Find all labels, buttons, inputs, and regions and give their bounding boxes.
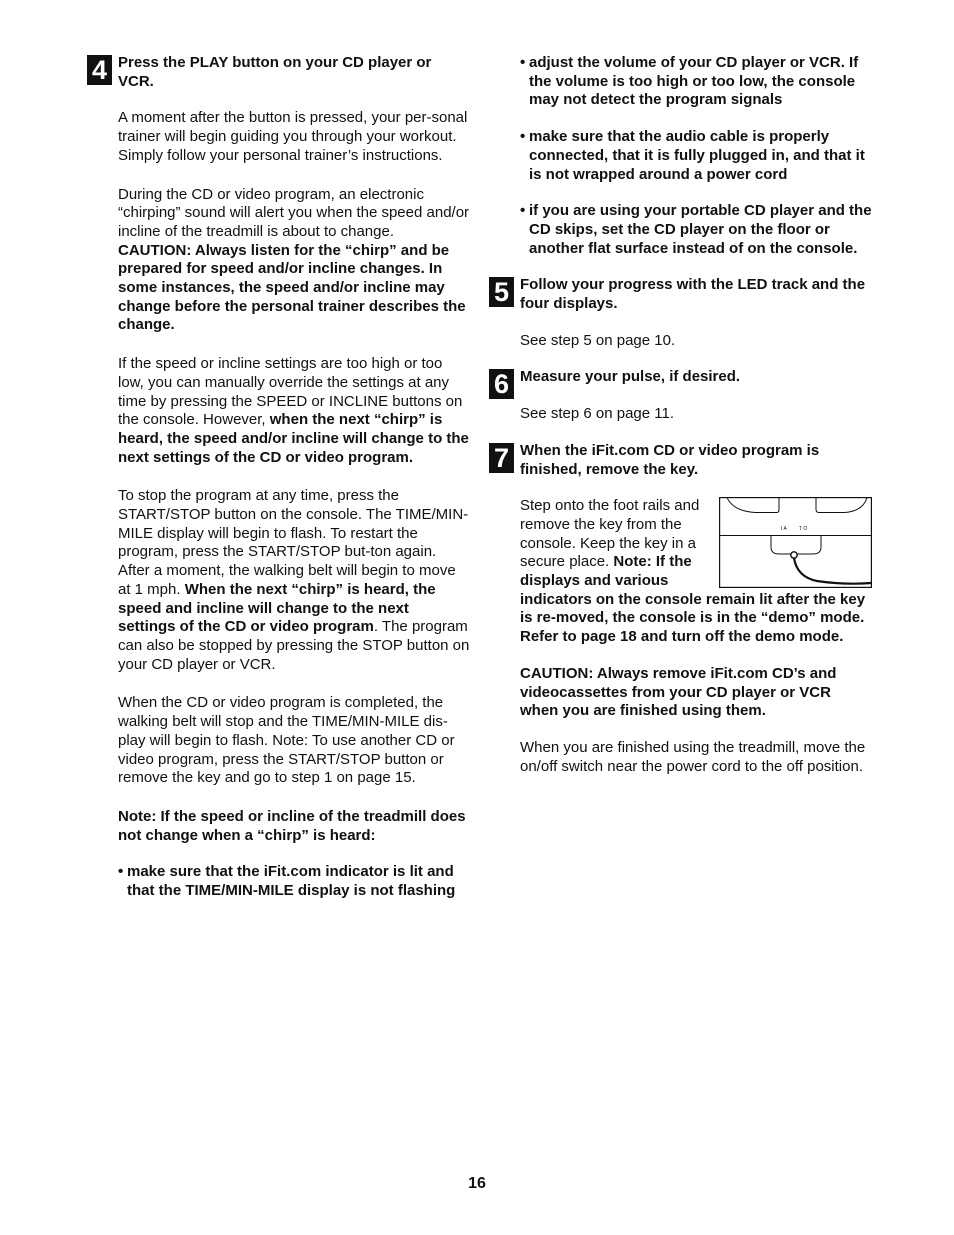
- remove-cd-caution: CAUTION: Always remove iFit.com CD’s and videocassettes from your CD player or VCR when you are finished using them.: [520, 664, 837, 720]
- step-6: [493, 368, 872, 423]
- step-4-paragraph-3-text: If the speed or incline settings are too high or too low, you can manually override the settings at any time by pressing the SPEED or INCLINE buttons on the console. However,: [118, 355, 463, 429]
- step-7-final-paragraph: When you are finished using the treadmill, move the on/off switch near the power cord to the off position.: [520, 738, 866, 775]
- step-4: [91, 54, 470, 901]
- bullet-text: adjust the volume of your CD player or VCR. If the volume is too high or too low, the console may not detect the program signals: [529, 54, 859, 109]
- step-4-paragraph-2: [118, 186, 470, 336]
- bullet-text: make sure that the iFit.com indicator is lit and that the TIME/MIN-MILE display is not flashing: [127, 863, 456, 900]
- step-4-heading: Press the PLAY button on your CD player or VCR.: [118, 54, 432, 90]
- left-column: [91, 54, 470, 901]
- bullet-audio-cable: [520, 128, 872, 184]
- step-6-body: See step 6 on page 11.: [520, 405, 675, 423]
- bullet-text: if you are using your portable CD player and the CD skips, set the CD player on the floor or another flat surface instead of on the console.: [529, 202, 872, 257]
- step-5-body: See step 5 on page 10.: [520, 331, 676, 349]
- step-5: [493, 276, 872, 350]
- step-4-paragraph-3-bold: when the next “chirp” is heard, the speed and/or incline will change to the next settings of the CD or video program.: [118, 411, 469, 466]
- step-number-5: 5: [489, 277, 514, 307]
- step-4-paragraph-4-text-2: . The program can also be stopped by pressing the STOP button on your CD player or VCR.: [118, 618, 470, 673]
- step-4-paragraph-4: [118, 487, 470, 674]
- step-4-paragraph-5: When the CD or video program is completed, the walking belt will stop and the TIME/MIN-MILE dis-play will begin to flash. Note: To use another CD or video program, press the START/STOP button or remove the key and go to step 1 on page 15.: [118, 694, 455, 787]
- step-number-6: 6: [489, 369, 514, 399]
- bullet-cd-skips: [520, 202, 872, 258]
- console-key-illustration: [719, 497, 872, 588]
- step-7: [493, 441, 872, 777]
- step-6-heading: Measure your pulse, if desired.: [520, 368, 741, 386]
- treadmill-note: Note: If the speed or incline of the treadmill does not change when a “chirp” is heard:: [118, 807, 466, 844]
- step-4-paragraph-1: A moment after the button is pressed, your per-sonal trainer will begin guiding you through your workout. Simply follow your personal trainer’s instructions.: [118, 109, 468, 164]
- caution-chirp: CAUTION: Always listen for the “chirp” and be prepared for speed and/or incline changes. In some instances, the speed and/or incline may change before the personal trainer describes the change.: [118, 241, 466, 334]
- bullet-dot: •: [520, 202, 526, 220]
- bullet-ifit-indicator: [118, 863, 470, 900]
- step-5-heading: Follow your progress with the LED track and the four displays.: [520, 276, 866, 313]
- step-number-4: 4: [87, 55, 112, 85]
- figure-label-right: T O: [799, 526, 808, 533]
- bullet-adjust-volume: [520, 54, 872, 110]
- figure-label-left: I A: [781, 526, 787, 533]
- step-4-paragraph-4-text-1: To stop the program at any time, press the START/STOP button on the console. The TIME/MIN-MILE display will begin to flash. To restart the program, press the START/STOP but-ton again. After a moment, the walking belt will begin to move at 1 mph.: [118, 487, 469, 598]
- bullet-dot: •: [520, 54, 526, 71]
- bullet-dot: •: [118, 863, 124, 881]
- page-number: 16: [468, 1175, 486, 1192]
- bullet-text: make sure that the audio cable is properly connected, that it is fully plugged in, and that it is not wrapped around a power cord: [529, 128, 865, 183]
- step-7-paragraph-1-text: Step onto the foot rails and remove the key from the console. Keep the key in a secure place.: [520, 497, 700, 571]
- step-4-paragraph-2-text: During the CD or video program, an electronic “chirping” sound will alert you when the speed and/or incline of the treadmill is about to change.: [118, 185, 470, 240]
- step-7-heading: When the iFit.com CD or video program is finished, remove the key.: [520, 441, 820, 478]
- step-7-paragraph-1: [520, 497, 872, 647]
- step-number-7: 7: [489, 443, 514, 473]
- demo-mode-note: Note: If the displays and various indicators on the console remain lit after the key is re-moved, the console is in the “demo” mode. Refer to page 18 and turn off the demo mode.: [520, 553, 866, 646]
- step-4-paragraph-3: [118, 355, 470, 467]
- step-4-paragraph-4-bold: When the next “chirp” is heard, the speed and incline will change to the next settings of the CD or video program: [118, 580, 436, 636]
- right-column: [493, 54, 872, 776]
- bullet-dot: •: [520, 128, 526, 146]
